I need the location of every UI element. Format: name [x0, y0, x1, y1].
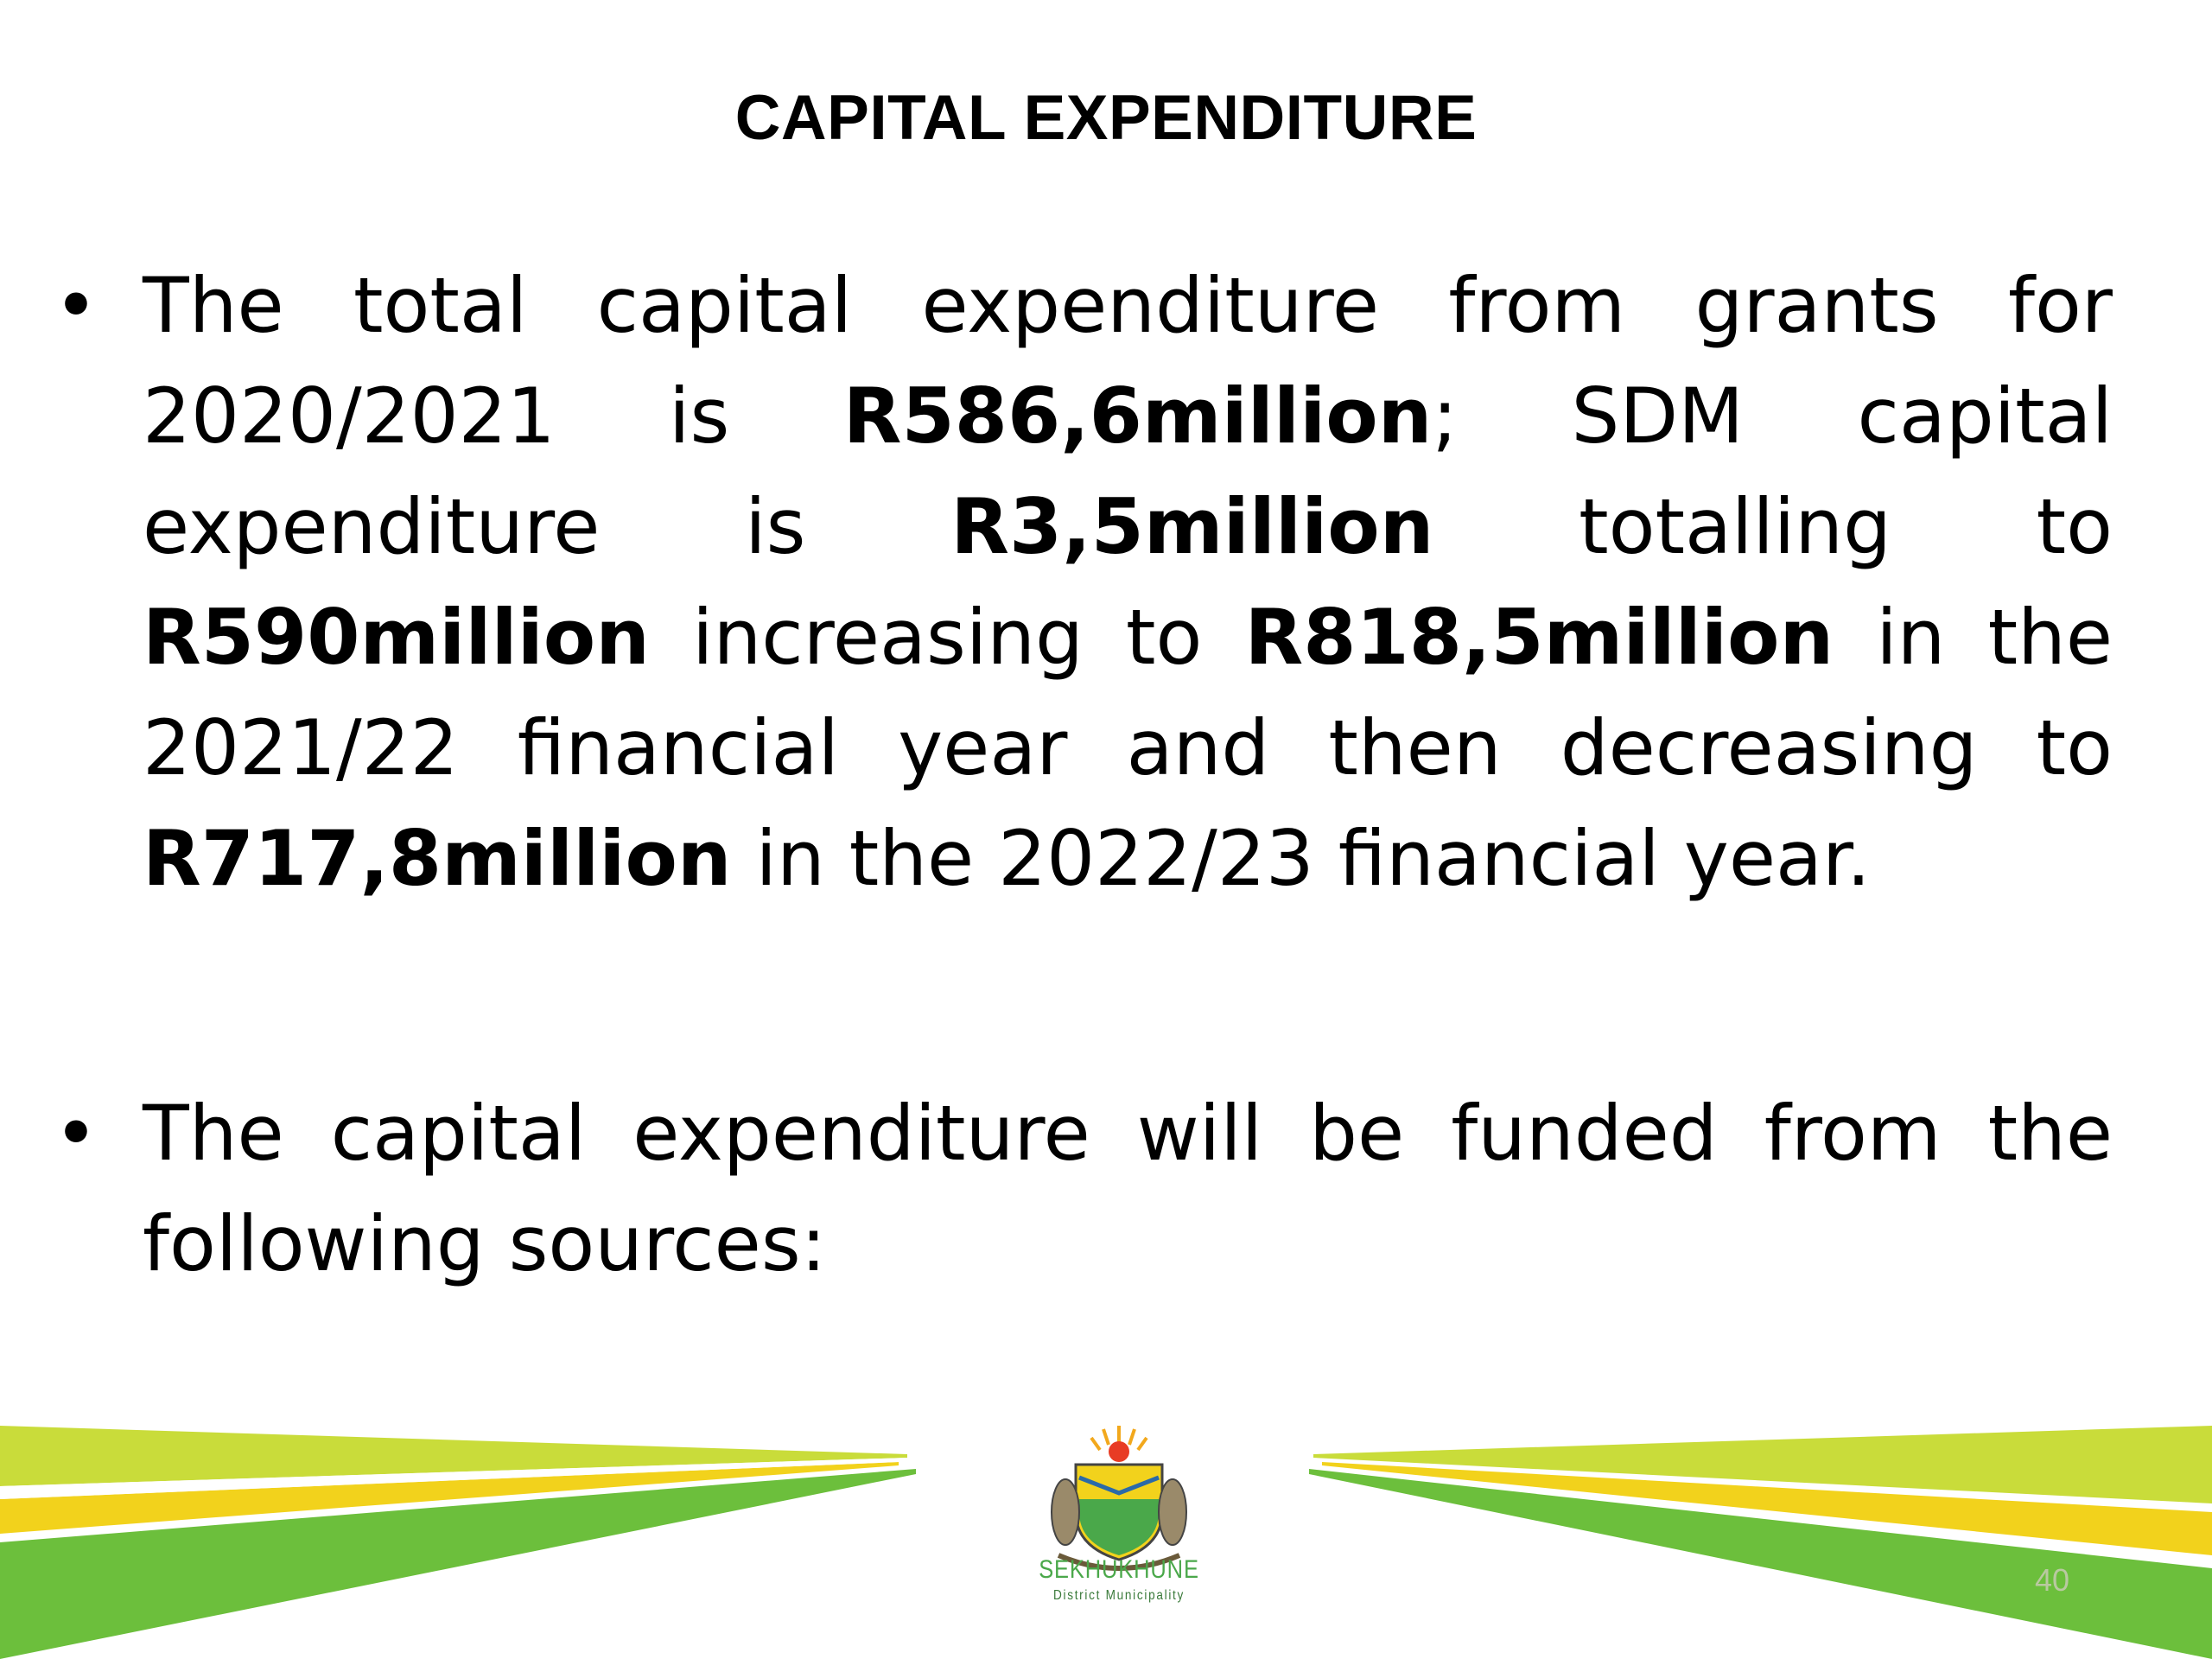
bullet1-amount-total: R590million [143, 593, 650, 682]
bullet1-amount-sdm: R3,5million [950, 482, 1434, 571]
bullet1-text-5: in the 2021/22 financial year and then decreasing to [143, 593, 2113, 792]
bullet1-amount-2022-23: R717,8million [143, 814, 732, 903]
coat-of-arms-icon [1024, 1417, 1214, 1616]
bullet1-text-1: The total capital expenditure from grants for 2020/2021 is [143, 261, 2113, 461]
slide-body [52, 251, 2113, 1300]
bullet1-text-2: ; SDM capital expenditure is [143, 372, 2113, 571]
bullet-item-funding-sources [52, 1078, 2113, 1300]
bullet1-amount-grants: R586,6million [842, 372, 1433, 461]
page-number: 40 [2035, 1562, 2070, 1598]
bullet-item-capital-expenditure [52, 251, 2113, 914]
bullet1-amount-2021-22: R818,5million [1244, 593, 1834, 682]
logo-subtitle: District Municipality [1052, 1588, 1185, 1603]
bullet1-text-3: totalling to [1433, 482, 2113, 571]
sekhukhune-logo [1024, 1417, 1214, 1616]
bullet2-text: The capital expenditure will be funded from the following sources: [143, 1089, 2113, 1288]
slide-title: CAPITAL EXPENDITURE [734, 83, 1478, 153]
bullet1-text-4: increasing to [649, 593, 1245, 682]
logo-name: SEKHUKHUNE [1039, 1555, 1199, 1584]
bullet1-text-6: in the 2022/23 financial year. [731, 814, 1871, 903]
